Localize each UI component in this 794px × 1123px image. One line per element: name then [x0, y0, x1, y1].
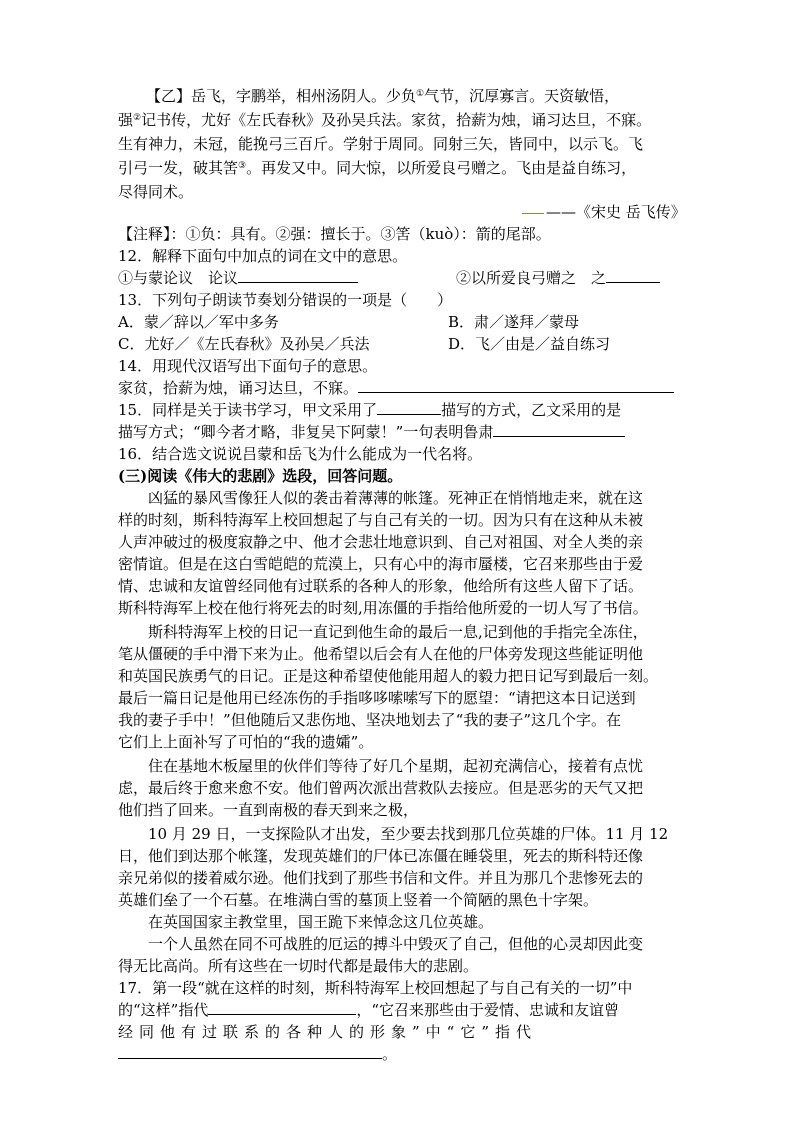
q14-sentence: 家贫，拾薪为烛，诵习达旦，不寐。 — [118, 378, 674, 398]
q17-line-2: 的“这样”指代 ，“它召来那些由于爱情、忠诚和友谊曾 — [118, 1001, 620, 1019]
passage-p6-line: 一个人虽然在同不可战胜的厄运的搏斗中毁灭了自己，但他的心灵却因此变 — [148, 935, 644, 953]
q14-stem: 14．用现代汉语写出下面句子的意思。 — [118, 357, 378, 375]
passage-p2-line: 它们上上面补写了可怕的“我的遗孀”。 — [118, 733, 374, 751]
passage-p3-line: 住在基地木板屋里的伙伴们等待了好几个星期，起初充满信心，接着有点忧 — [148, 757, 644, 775]
q12-item-a: ①与蒙论议 论议 — [118, 268, 358, 288]
q15-line-2: 描写方式；“卿今者才略，非复吴下阿蒙！”一句表明鲁肃 — [118, 422, 625, 442]
passage-p4-line: 英雄们垒了一个石墓。在堆满白雪的墓顶上竖着一个简陋的黑色十字架。 — [118, 891, 599, 909]
passage-p3-line: 虑，最后终于愈来愈不安。他们曾两次派出营救队去接应。但是恶劣的天气又把 — [118, 779, 644, 797]
q12-stem: 12．解释下面句中加点的词在文中的意思。 — [118, 247, 408, 265]
q17-blank-1[interactable] — [208, 1000, 356, 1015]
q16-stem: 16．结合选文说说吕蒙和岳飞为什么能成为一代名将。 — [118, 445, 483, 463]
passage-p1-line: 斯科特海军上校在他行将死去的时刻,用冻僵的手指给他所爱的一切人写了书信。 — [118, 599, 648, 617]
yi-line-5: 尽得同术。 — [118, 183, 194, 201]
q12-b-blank[interactable] — [606, 268, 660, 283]
yi-line-3: 生有神力，未冠，能挽弓三百斤。学射于周同。同射三矢，皆同中，以示飞。飞 — [118, 135, 644, 153]
passage-p4-line: 亲兄弟似的搂着威尔逊。他们找到了那些书信和文件。并且为那几个悲惨死去的 — [118, 869, 644, 887]
yi-line-1: 【乙】岳飞，字鹏举，相州汤阴人。少负①气节，沉厚寡言。天资敏悟， — [146, 87, 620, 105]
q17-line-3: 经同他有过联系的各种人的形象”中“它”指代 — [118, 1023, 538, 1041]
q13-option-a: A．蒙／辞以／军中多务 — [118, 313, 279, 331]
passage-p1-line: 密情谊。但是在这白雪皑皑的荒漠上，只有心中的海市蜃楼，它召来那些由于爱 — [118, 555, 644, 573]
passage-p1-line: 凶猛的暴风雪像狂人似的袭击着薄薄的帐篷。死神正在悄悄地走来，就在这 — [148, 489, 644, 507]
q15-blank-1[interactable] — [377, 400, 441, 415]
q12-a-blank[interactable] — [238, 268, 358, 283]
passage-p1-line: 人声冲破过的极度寂静之中、他才会悲壮地意识到、自己对祖国、对全人类的亲 — [118, 533, 644, 551]
passage-p3-line: 他们挡了回来。一直到南极的春天到来之极， — [118, 801, 419, 819]
q12-item-b: ②以所爱良弓赠之 之 — [456, 268, 660, 288]
q17-line-4: 。 — [118, 1044, 397, 1064]
q13-stem: 13．下列句子朗读节奏划分错误的一项是（ ） — [118, 291, 453, 309]
q17-blank-2[interactable] — [118, 1044, 382, 1059]
q13-option-d: D．飞／由是／益自练习 — [448, 335, 611, 353]
passage-p4-line: 10 月 29 日，一支探险队才出发，至少要去找到那几位英雄的尸体。11 月 12 — [148, 825, 669, 843]
passage-p2-line: 笔从僵硬的手中滑下来为止。他希望以后会有人在他的尸体旁发现这些能证明他 — [118, 645, 644, 663]
yi-source: ——《宋史 岳飞传》 — [522, 202, 686, 222]
passage-p2-line: 和英国民族勇气的日记。正是这种希望使他能用超人的毅力把日记写到最后一刻。 — [118, 667, 659, 685]
passage-p2-line: 斯科特海军上校的日记一直记到他生命的最后一息,记到他的手指完全冻住， — [148, 623, 648, 641]
q17-line-1: 17．第一段“就在这样的时刻，斯科特海军上校回想起了与自己有关的一切”中 — [118, 979, 633, 997]
q14-answer-blank[interactable] — [358, 378, 674, 393]
passage-p1-line: 情、忠诚和友谊曾经同他有过联系的各种人的形象，他给所有这些人留下了话。 — [118, 577, 644, 595]
yi-notes: 【注释】：①负：具有。②强：擅长于。③筈（kuò）：箭的尾部。 — [118, 225, 551, 243]
passage-p2-line: 我的妻子手中！”但他随后又悲伤地、坚决地划去了“我的妻子”这几个字。在 — [118, 711, 622, 729]
passage-p4-line: 日，他们到达那个帐篷，发现英雄们的尸体已冻僵在睡袋里，死去的斯科特还像 — [118, 847, 644, 865]
passage-p1-line: 样的时刻，斯科特海军上校回想起了与自己有关的一切。因为只有在这种从未被 — [118, 511, 644, 529]
passage-p6-line: 得无比高尚。所有这些在一切时代都是最伟大的悲剧。 — [118, 957, 479, 975]
q15-blank-2[interactable] — [493, 422, 625, 437]
yi-line-4: 引弓一发，破其筈③。再发又中。同大惊，以所爱良弓赠之。飞由是益自练习， — [118, 159, 637, 177]
q13-option-c: C．尤好／《左氏春秋》及孙吴／兵法 — [118, 335, 370, 353]
q13-option-b: B．肃／遂拜／蒙母 — [448, 313, 580, 331]
yi-line-2: 强②记书传，尤好《左氏春秋》及孙吴兵法。家贫，拾薪为烛，诵习达旦，不寐。 — [118, 111, 652, 129]
passage-p5-line: 在英国国家主教堂里，国王跪下来悼念这几位英雄。 — [148, 913, 494, 931]
passage-p2-line: 最后一篇日记是他用已经冻伤的手指哆哆嗦嗦写下的愿望：“请把这本日记送到 — [118, 689, 636, 707]
section-3-title: (三)阅读《伟大的悲剧》选段，回答问题。 — [118, 467, 403, 485]
q15-line-1: 15．同样是关于读书学习，甲文采用了 描写的方式，乙文采用的是 — [118, 401, 622, 419]
